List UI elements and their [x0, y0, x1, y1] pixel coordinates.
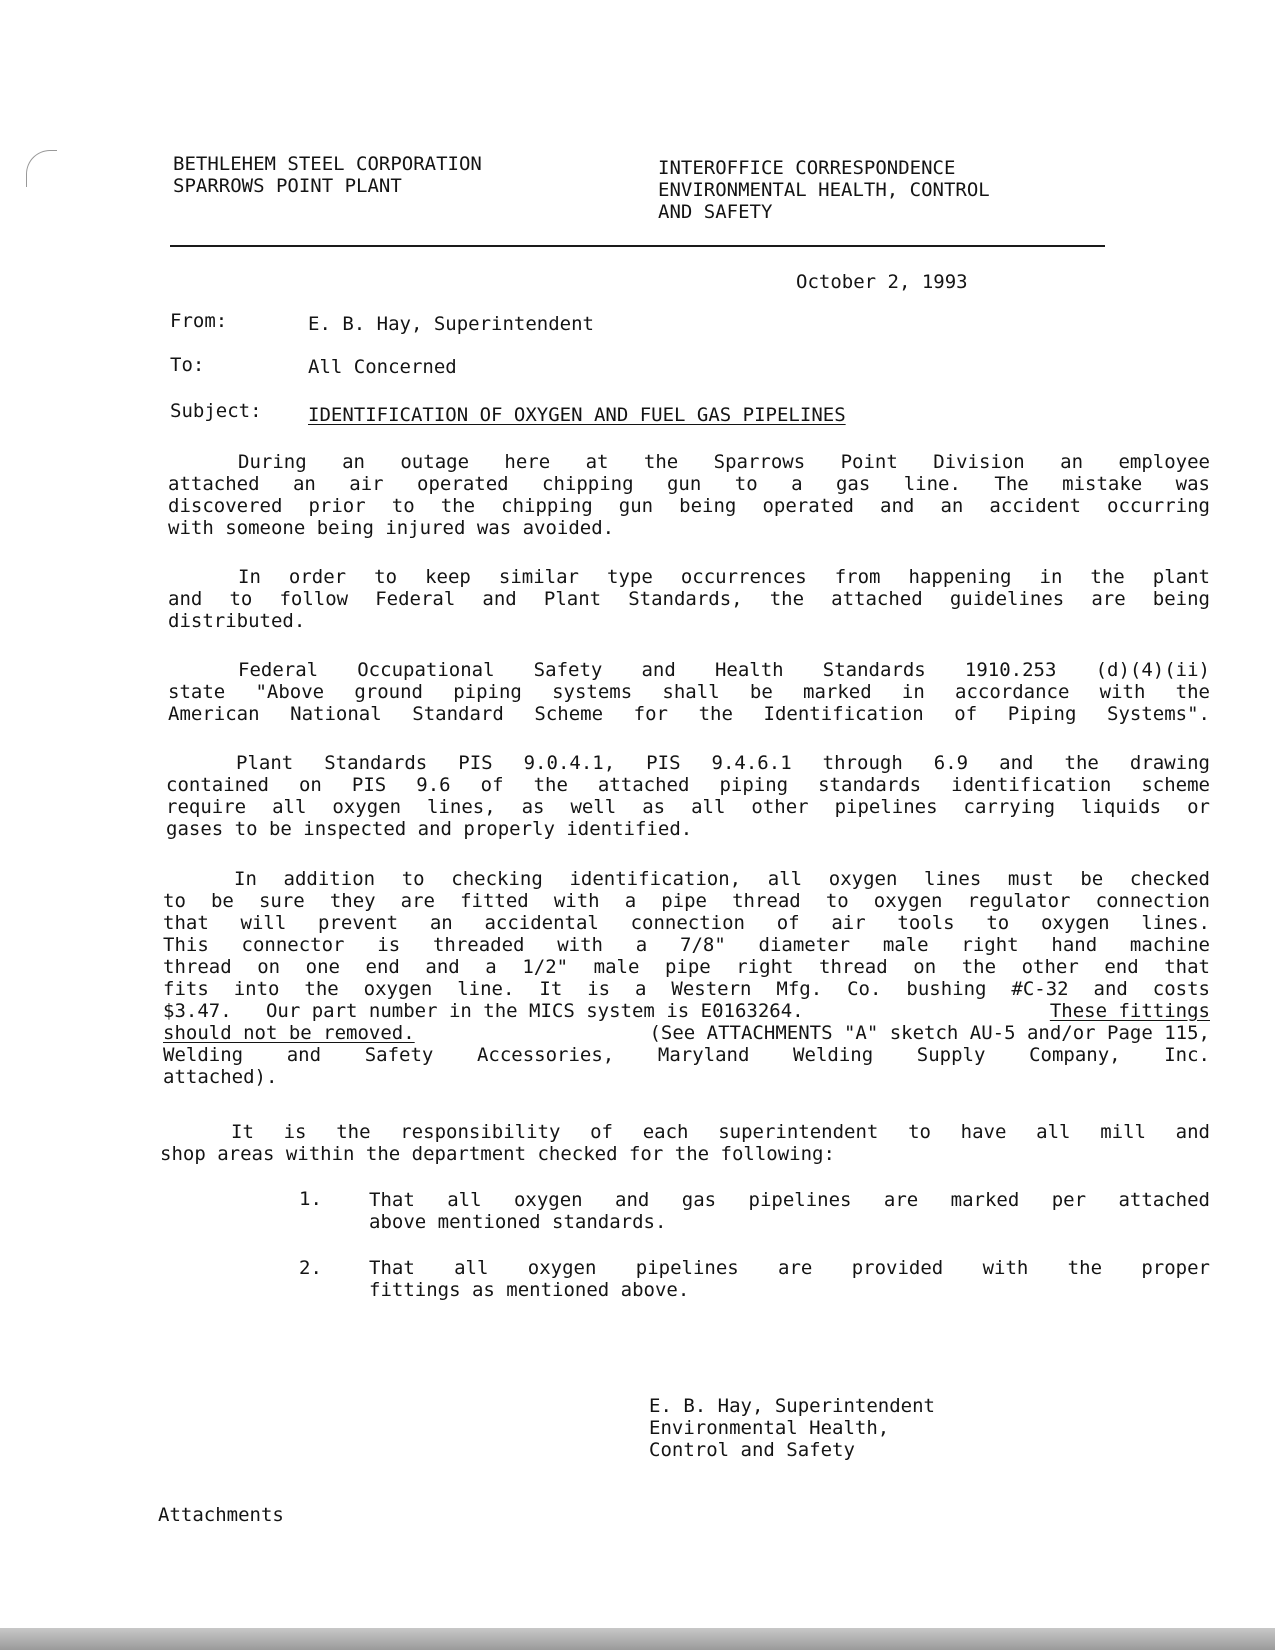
- from-label: From:: [170, 310, 228, 332]
- paragraph-line: attached an air operated chipping gun to a gas line. The mistake was: [168, 473, 1210, 495]
- paragraph-line: It is the responsibility of each superintendent to have all mill and: [231, 1121, 1210, 1143]
- header-department-block: [658, 157, 990, 223]
- scan-artifact-mark: [26, 150, 57, 187]
- scan-bottom-edge: [0, 1628, 1275, 1650]
- list-item-line: fittings as mentioned above.: [369, 1279, 690, 1301]
- paragraph-line: and to follow Federal and Plant Standards, the attached guidelines are being: [168, 588, 1210, 610]
- paragraph-line: Plant Standards PIS 9.0.4.1, PIS 9.4.6.1 through 6.9 and the drawing: [236, 752, 1210, 774]
- paragraph-line: Federal Occupational Safety and Health Standards 1910.253 (d)(4)(ii): [238, 659, 1210, 681]
- paragraph-line: state "Above ground piping systems shall be marked in accordance with the: [168, 681, 1210, 703]
- list-item-1-number: 1.: [299, 1188, 322, 1210]
- memo-date: October 2, 1993: [796, 271, 968, 293]
- paragraph-line: with someone being injured was avoided.: [168, 517, 615, 539]
- company-name: BETHLEHEM STEEL CORPORATION: [173, 153, 482, 175]
- paragraph-line: that will prevent an accidental connection of air tools to oxygen lines.: [163, 912, 1210, 934]
- signature-name: E. B. Hay, Superintendent: [649, 1395, 935, 1417]
- signature-block: [649, 1395, 935, 1461]
- paragraph-line: gases to be inspected and properly identified.: [166, 818, 693, 840]
- paragraph-line: Welding and Safety Accessories, Maryland Welding Supply Company, Inc.: [163, 1044, 1210, 1066]
- list-item-line: That all oxygen and gas pipelines are marked per attached: [369, 1189, 1210, 1211]
- list-item-line: above mentioned standards.: [369, 1211, 667, 1233]
- paragraph-3: [168, 659, 1210, 725]
- list-item-line: That all oxygen pipelines are provided with the proper: [369, 1257, 1210, 1279]
- paragraph-line-with-emphasis: [163, 1022, 1210, 1044]
- paragraph-5: [163, 868, 1210, 1088]
- paragraph-line: require all oxygen lines, as well as all other pipelines carrying liquids or: [166, 796, 1210, 818]
- paragraph-1: [168, 451, 1210, 539]
- paragraph-4: [166, 752, 1210, 840]
- signature-title-2: Control and Safety: [649, 1439, 855, 1461]
- paragraph-line: American National Standard Scheme for the Identification of Piping Systems".: [168, 703, 1210, 725]
- paragraph-line: In order to keep similar type occurrences from happening in the plant: [238, 566, 1210, 588]
- paragraph-line: thread on one end and a 1/2" male pipe right thread on the other end that: [163, 956, 1210, 978]
- paragraph-line: contained on PIS 9.6 of the attached piping standards identification scheme: [166, 774, 1210, 796]
- to-value: All Concerned: [308, 356, 457, 378]
- attachments-note: Attachments: [158, 1504, 284, 1526]
- subject-label: Subject:: [170, 400, 262, 422]
- paragraph-line: discovered prior to the chipping gun being operated and an accident occurring: [168, 495, 1210, 517]
- paragraph-2: [168, 566, 1210, 632]
- from-value: E. B. Hay, Superintendent: [308, 313, 594, 335]
- list-item-2: [369, 1257, 1210, 1301]
- header-company-block: [173, 153, 482, 197]
- department-line-2: AND SAFETY: [658, 201, 773, 223]
- plant-name: SPARROWS POINT PLANT: [173, 175, 402, 197]
- paragraph-line: fits into the oxygen line. It is a Western Mfg. Co. bushing #C-32 and costs: [163, 978, 1210, 1000]
- paragraph-line-text: $3.47. Our part number in the MICS system is E0163264.: [163, 1000, 804, 1022]
- paragraph-line-text: (See ATTACHMENTS "A" sketch AU-5 and/or Page 115,: [638, 1022, 1210, 1044]
- signature-title-1: Environmental Health,: [649, 1417, 890, 1439]
- subject-value: IDENTIFICATION OF OXYGEN AND FUEL GAS PIPELINES: [308, 404, 846, 426]
- paragraph-line: to be sure they are fitted with a pipe thread to oxygen regulator connection: [163, 890, 1210, 912]
- department-line-1: ENVIRONMENTAL HEALTH, CONTROL: [658, 179, 990, 201]
- list-item-2-number: 2.: [299, 1257, 322, 1279]
- paragraph-line: shop areas within the department checked for the following:: [160, 1143, 835, 1165]
- correspondence-type: INTEROFFICE CORRESPONDENCE: [658, 157, 956, 179]
- emphasis-text: These fittings: [1049, 1000, 1210, 1022]
- paragraph-6: [160, 1121, 1210, 1165]
- paragraph-line: distributed.: [168, 610, 306, 632]
- to-label: To:: [170, 354, 205, 376]
- paragraph-line: During an outage here at the Sparrows Point Division an employee: [238, 451, 1210, 473]
- paragraph-line: This connector is threaded with a 7/8" diameter male right hand machine: [163, 934, 1210, 956]
- emphasis-text: should not be removed.: [163, 1022, 415, 1044]
- paragraph-line-with-emphasis: [163, 1000, 1210, 1022]
- paragraph-line: attached).: [163, 1066, 278, 1088]
- header-divider: [170, 245, 1105, 247]
- list-item-1: [369, 1189, 1210, 1233]
- paragraph-line: In addition to checking identification, all oxygen lines must be checked: [234, 868, 1210, 890]
